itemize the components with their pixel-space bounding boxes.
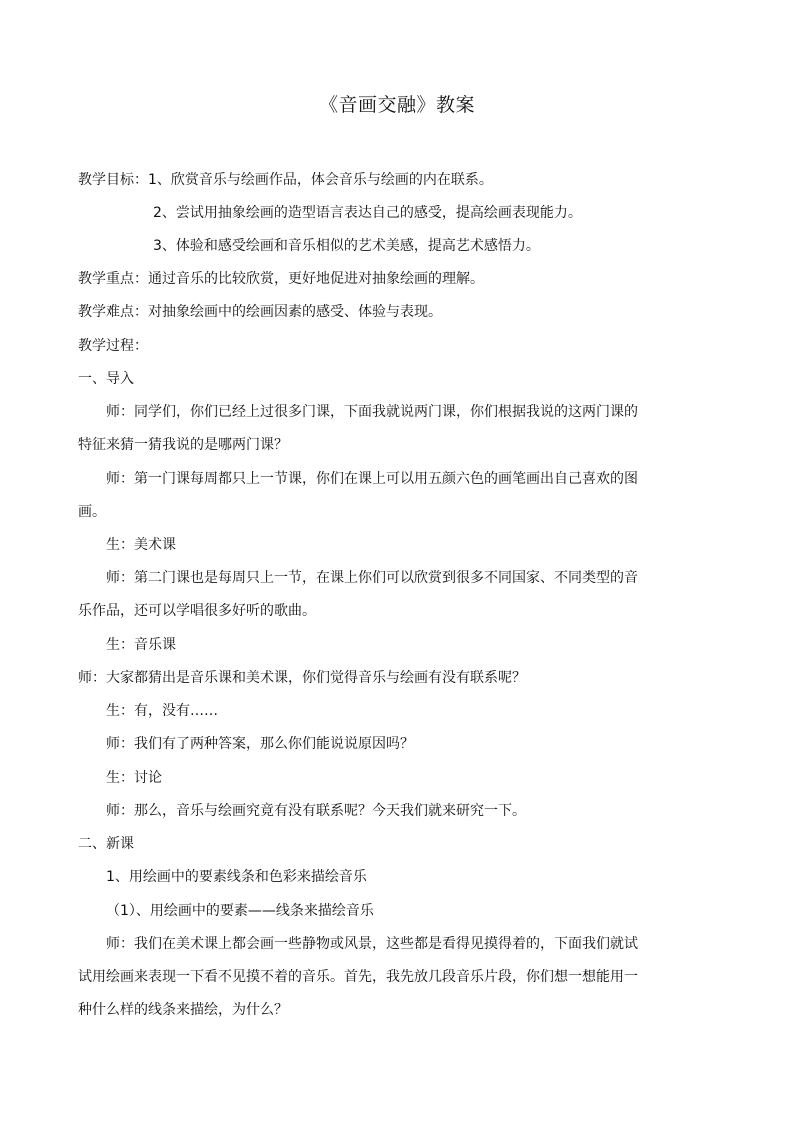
paragraph: 师：第一门课每周都只上一节课，你们在课上可以用五颜六色的画笔画出自己喜欢的图 <box>106 471 638 487</box>
paragraph-continuation: 种什么样的线条来描绘，为什么？ <box>78 1002 288 1018</box>
paragraph: 师：第二门课也是每周只上一节，在课上你们可以欣赏到很多不同国家、不同类型的音 <box>106 570 638 586</box>
student-reply: 生：有，没有…… <box>106 703 218 719</box>
student-reply: 生：讨论 <box>106 770 162 786</box>
teaching-difficulty: 教学难点：对抽象绘画中的绘画因素的感受、体验与表现。 <box>78 304 442 320</box>
paragraph-continuation: 试用绘画来表现一下看不见摸不着的音乐。首先，我先放几段音乐片段，你们想一想能用一 <box>78 969 638 985</box>
teaching-goal-3: 3、体验和感受绘画和音乐相似的艺术美感，提高艺术感悟力。 <box>153 238 540 254</box>
paragraph-continuation: 特征来猜一猜我说的是哪两门课？ <box>78 437 288 453</box>
subheading: 1、用绘画中的要素线条和色彩来描绘音乐 <box>106 869 367 885</box>
teaching-key-point: 教学重点：通过音乐的比较欣赏，更好地促进对抽象绘画的理解。 <box>78 271 484 287</box>
paragraph-continuation: 画。 <box>78 504 106 520</box>
paragraph: 师：那么，音乐与绘画究竟有没有联系呢？今天我们就来研究一下。 <box>106 803 526 819</box>
paragraph: 师：同学们，你们已经上过很多门课，下面我就说两门课，你们根据我说的这两门课的 <box>106 404 638 420</box>
subheading: （1）、用绘画中的要素——线条来描绘音乐 <box>106 903 374 919</box>
paragraph-continuation: 乐作品，还可以学唱很多好听的歌曲。 <box>78 603 316 619</box>
paragraph: 师：我们在美术课上都会画一些静物或风景，这些都是看得见摸得着的，下面我们就试 <box>106 936 638 952</box>
paragraph: 师：我们有了两种答案，那么你们能说说原因吗？ <box>106 736 414 752</box>
paragraph: 师：大家都猜出是音乐课和美术课，你们觉得音乐与绘画有没有联系呢？ <box>78 670 526 686</box>
teaching-process-label: 教学过程： <box>78 338 148 354</box>
document-title: 《音画交融》教案 <box>318 94 475 116</box>
section-heading-intro: 一、导入 <box>78 371 134 387</box>
student-reply: 生：美术课 <box>106 537 176 553</box>
section-heading-new-lesson: 二、新课 <box>78 836 134 852</box>
teaching-goal-2: 2、尝试用抽象绘画的造型语言表达自己的感受，提高绘画表现能力。 <box>153 205 582 221</box>
student-reply: 生：音乐课 <box>106 637 176 653</box>
teaching-goal-1: 教学目标：1、欣赏音乐与绘画作品，体会音乐与绘画的内在联系。 <box>78 172 493 188</box>
